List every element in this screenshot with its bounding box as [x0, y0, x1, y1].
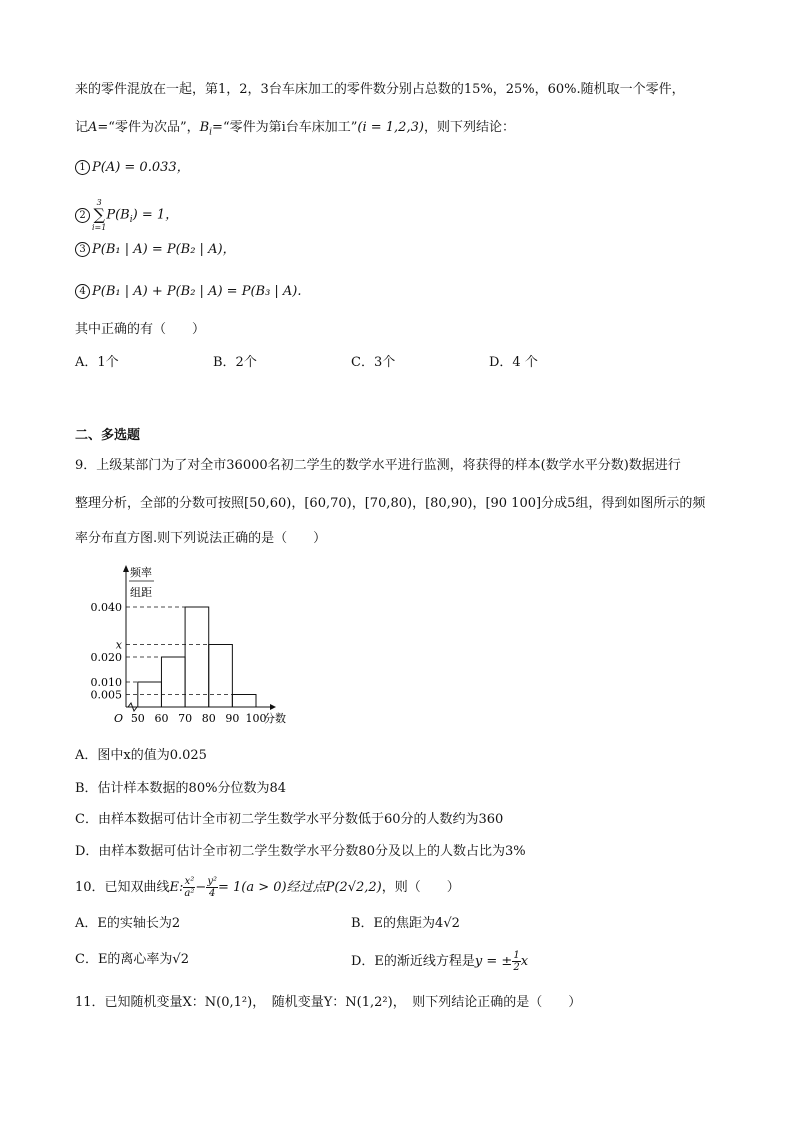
histogram-bar — [209, 645, 233, 708]
fraction-y2-4: $\frac{\text{y²}}{4}$ — [207, 876, 217, 899]
q9-line-2: 整理分析，全部的分数可按照[50,60)，[60,70)，[70,80)，[80,90)，[90 100]分成5组，得到如图所示的频 — [75, 496, 706, 511]
q10-stem: 10．已知双曲线E: $\frac{\text{x²}}{\text{a²}}$ − $\frac{\text{y²}}{4}$ = 1(a > 0)经过点P(2√2,2)，则（ ） — [75, 876, 460, 899]
event-b: B — [199, 120, 210, 135]
circle-number-4: 4 — [75, 284, 90, 299]
y-label-bottom: 组距 — [130, 586, 152, 599]
q8-line-1: 来的零件混放在一起，第1，2，3台车床加工的零件数分别占总数的15%，25%，60%.随机取一个零件， — [75, 82, 685, 97]
statement-2: 23 ∑ $i=1P(B_i) = 1$， — [75, 198, 178, 232]
x-tick-label: 60 — [154, 712, 169, 725]
circle-number-2: 2 — [75, 208, 90, 223]
q8-line-2: 记A=“零件为次品”，$B_i=“$零件为第i台车床加工”(i = 1,2,3)，则下列结论： — [75, 120, 515, 138]
statement-4: 4 P(B₁ | A) + P(B₂ | A) = P(B₃ | A). — [75, 282, 302, 302]
section-title: 二、多选题 — [75, 428, 141, 443]
q9-line-3: 率分布直方图.则下列说法正确的是（ ） — [75, 531, 327, 546]
statement-1: 1 P(A) = 0.033， — [75, 158, 190, 178]
q8-prompt: 其中正确的有（ ） — [75, 322, 206, 337]
y-label-top: 频率 — [130, 566, 152, 579]
x-tick-label: 50 — [130, 712, 145, 725]
x-axis-label: 分数 — [264, 712, 286, 725]
circle-number-3: 3 — [75, 242, 90, 257]
q10-option-b: B．E的焦距为4√2 — [351, 916, 460, 931]
y-tick-label: 0.010 — [90, 676, 122, 689]
x-tick-label: 80 — [201, 712, 216, 725]
y-tick-label: x — [115, 638, 122, 652]
x-axis-arrow — [270, 704, 276, 710]
event-a: A — [88, 120, 98, 135]
x-tick-label: 100 — [245, 712, 267, 725]
x-tick-label: 70 — [178, 712, 193, 725]
q9-option-b: B．估计样本数据的80%分位数为84 — [75, 781, 286, 796]
summation-symbol: 3 ∑ i=1 — [92, 198, 107, 232]
y-tick-label: 0.020 — [90, 651, 122, 664]
fraction-one-half: $\frac{1}{2}$ — [513, 950, 520, 973]
q8-option-a: A．1个 — [75, 355, 119, 370]
statement-3: 3 P(B₁ | A) = P(B₂ | A)， — [75, 240, 236, 260]
q10-option-a: A．E的实轴长为2 — [75, 916, 181, 931]
q11-stem: 11．已知随机变量X：N(0,1²)， 随机变量Y：N(1,2²)， 则下列结论正确的是（ ） — [75, 995, 582, 1010]
y-tick-label: 0.005 — [90, 688, 122, 702]
y-axis-arrow — [123, 565, 129, 572]
q8-option-b: B．2个 — [213, 355, 257, 370]
histogram-bar — [232, 695, 256, 708]
y-tick-label: 0.040 — [90, 601, 122, 614]
q10-option-d: D．E的渐近线方程是y = ± $\frac{1}{2}$ x — [351, 950, 529, 973]
frequency-histogram — [80, 560, 300, 738]
origin-label: O — [114, 712, 124, 725]
fraction-x2-a2: $\frac{\text{x²}}{\text{a²}}$ — [184, 876, 195, 899]
q8-option-d: D．4 个 — [489, 355, 538, 370]
q9-option-d: D．由样本数据可估计全市初二学生数学水平分数80分及以上的人数占比为3% — [75, 844, 526, 859]
x-tick-label: 90 — [225, 712, 240, 725]
q9-option-c: C．由样本数据可估计全市初二学生数学水平分数低于60分的人数约为360 — [75, 812, 504, 827]
q8-option-c: C．3个 — [351, 355, 396, 370]
histogram-bar — [161, 657, 185, 707]
q9-option-a: A．图中x的值为0.025 — [75, 748, 207, 763]
q10-option-c: C．E的离心率为√2 — [75, 952, 189, 967]
q9-line-1: 9．上级某部门为了对全市36000名初二学生的数学水平进行监测，将获得的样本(数学水平分数)数据进行 — [75, 458, 681, 473]
point-p: P(2√2,2) — [325, 880, 382, 895]
histogram-bar — [185, 607, 209, 707]
circle-number-1: 1 — [75, 160, 90, 175]
